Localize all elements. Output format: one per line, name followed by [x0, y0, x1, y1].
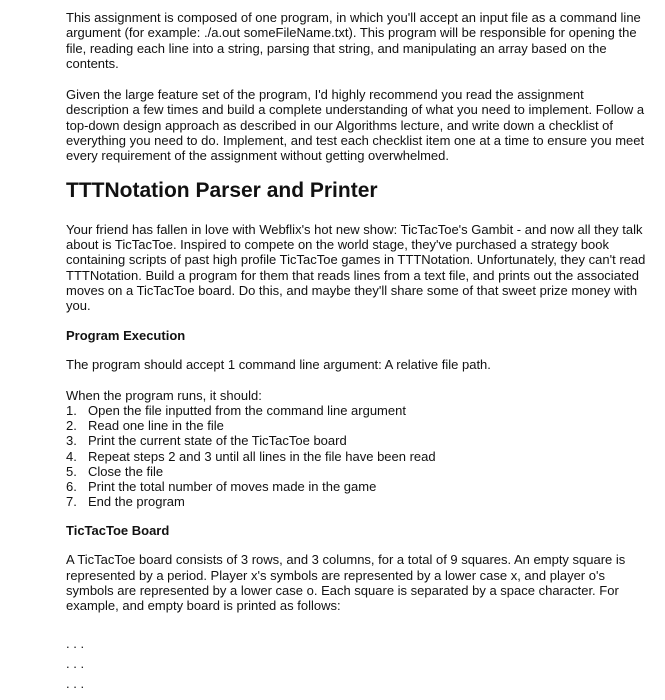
step-number: 7. — [66, 494, 77, 510]
step-number: 2. — [66, 418, 77, 434]
step-number: 1. — [66, 403, 77, 419]
list-item — [66, 433, 646, 448]
step-text: Print the total number of moves made in the game — [88, 479, 377, 495]
tictactoe-board-heading: TicTacToe Board — [66, 523, 170, 539]
step-text: Read one line in the file — [88, 418, 224, 434]
step-text: Repeat steps 2 and 3 until all lines in the file have been read — [88, 448, 436, 464]
steps-intro-paragraph: When the program runs, it should: — [66, 387, 262, 403]
empty-board-example — [66, 634, 646, 694]
step-text: Open the file inputted from the command line argument — [88, 403, 406, 419]
step-text: Close the file — [88, 463, 164, 479]
design-advice-paragraph: Given the large feature set of the program, I'd highly recommend you read the assignment description a few times and build a complete understanding of what you need to implement. Follow a top-down design approach as described in our Algorithms lecture, and write down a checklist of everything you need to do. Implement, and test each checklist item one at a time to ensure you meet every requirement of the assignment without getting overwhelmed. — [66, 87, 645, 164]
list-item — [66, 449, 646, 464]
list-item — [66, 494, 646, 509]
list-item — [66, 479, 646, 494]
step-number: 5. — [66, 463, 77, 479]
board-row: . . . — [66, 675, 85, 691]
step-number: 4. — [66, 448, 77, 464]
board-row: . . . — [66, 635, 85, 651]
step-text: End the program — [88, 494, 185, 510]
step-number: 6. — [66, 479, 77, 495]
step-text: Print the current state of the TicTacToe board — [88, 433, 347, 449]
program-execution-heading: Program Execution — [66, 328, 186, 344]
intro-paragraph: This assignment is composed of one program, in which you'll accept an input file as a command line argument (for example: ./a.out someFileName.txt). This program will be responsible for opening the file, reading each line into a string, parsing that string, and manipulating an array based on the contents. — [66, 10, 641, 71]
step-number: 3. — [66, 433, 77, 449]
section-title: TTTNotation Parser and Printer — [66, 178, 378, 202]
list-item — [66, 403, 646, 418]
document-page — [66, 10, 646, 694]
list-item — [66, 464, 646, 479]
argument-paragraph: The program should accept 1 command line argument: A relative file path. — [66, 357, 491, 373]
execution-steps-list — [66, 403, 646, 509]
story-paragraph: Your friend has fallen in love with Webflix's hot new show: TicTacToe's Gambit - and now all they talk about is TicTacToe. Inspired to compete on the world stage, they've purchased a strategy book containing scripts of past high profile TicTacToe games in TTTNotation. Unfortunately, they can't read TTTNotation. Build a program for them that reads lines from a text file, and prints out the associated moves on a TicTacToe board. Do this, and maybe they'll share some of that sweet prize money with you. — [66, 221, 646, 314]
board-row: . . . — [66, 655, 85, 671]
board-description-paragraph: A TicTacToe board consists of 3 rows, and 3 columns, for a total of 9 squares. An empty square is represented by a period. Player x's symbols are represented by a lower case x, and player o's symbols are represented by a lower case o. Each square is separated by a space character. For example, and empty board is printed as follows: — [66, 552, 626, 614]
list-item — [66, 418, 646, 433]
